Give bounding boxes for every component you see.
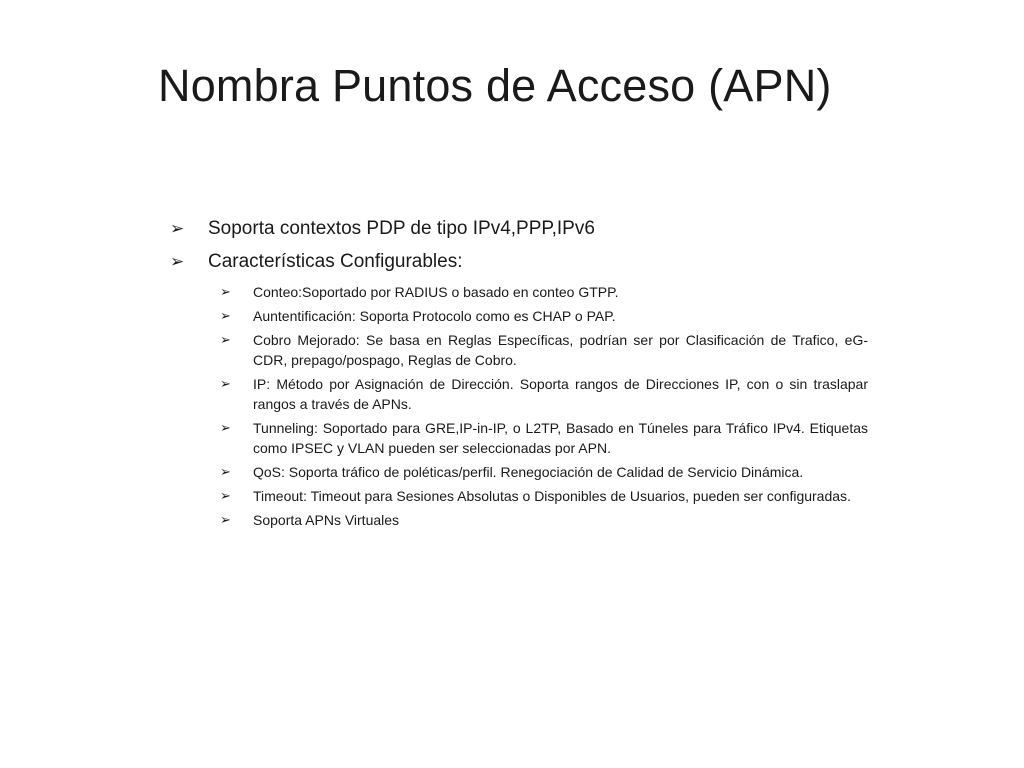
sub-bullet-text: IP: Método por Asignación de Dirección. Soporta rangos de Direcciones IP, con o sin traslapar rangos a través de APNs. [253,376,868,412]
arrow-bullet-icon: ➢ [220,512,231,527]
arrow-bullet-icon: ➢ [220,376,231,391]
sub-bullet-text: Auntentificación: Soporta Protocolo como es CHAP o PAP. [253,308,616,324]
sub-bullet-item [168,462,868,482]
sub-bullet-text: Soporta APNs Virtuales [253,512,400,528]
arrow-bullet-icon: ➢ [220,308,231,323]
arrow-bullet-icon: ➢ [220,284,231,299]
sub-bullet-text: Timeout: Timeout para Sesiones Absolutas o Disponibles de Usuarios, pueden ser configuradas. [253,488,851,504]
sub-bullet-item [168,306,868,326]
slide-content [168,216,868,534]
slide-title: Nombra Puntos de Acceso (APN) [158,60,832,111]
arrow-bullet-icon: ➢ [170,252,185,271]
sub-bullet-list [168,282,868,530]
bullet-text: Soporta contextos PDP de tipo IPv4,PPP,IPv6 [208,218,595,239]
bullet-item-pdp-contexts [168,216,868,242]
sub-bullet-text: Cobro Mejorado: Se basa en Reglas Específicas, podrían ser por Clasificación de Trafico, eG-CDR, prepago/pospago, Reglas de Cobro. [253,332,868,368]
sub-bullet-item [168,486,868,506]
bullet-text: Características Configurables: [208,251,463,272]
arrow-bullet-icon: ➢ [170,219,185,238]
sub-bullet-text: Tunneling: Soportado para GRE,IP-in-IP, o L2TP, Basado en Túneles para Tráfico IPv4. Etiquetas como IPSEC y VLAN pueden ser seleccionadas por APN. [253,420,868,456]
sub-bullet-item [168,330,868,370]
arrow-bullet-icon: ➢ [220,332,231,347]
arrow-bullet-icon: ➢ [220,464,231,479]
sub-bullet-item [168,374,868,414]
bullet-list [168,216,868,275]
arrow-bullet-icon: ➢ [220,420,231,435]
bullet-item-configurable-features [168,249,868,275]
arrow-bullet-icon: ➢ [220,488,231,503]
sub-bullet-text: Conteo:Soportado por RADIUS o basado en conteo GTPP. [253,284,619,300]
sub-bullet-item [168,510,868,530]
sub-bullet-item [168,282,868,302]
sub-bullet-item [168,418,868,458]
sub-bullet-text: QoS: Soporta tráfico de poléticas/perfil. Renegociación de Calidad de Servicio Dinámica. [253,464,804,480]
